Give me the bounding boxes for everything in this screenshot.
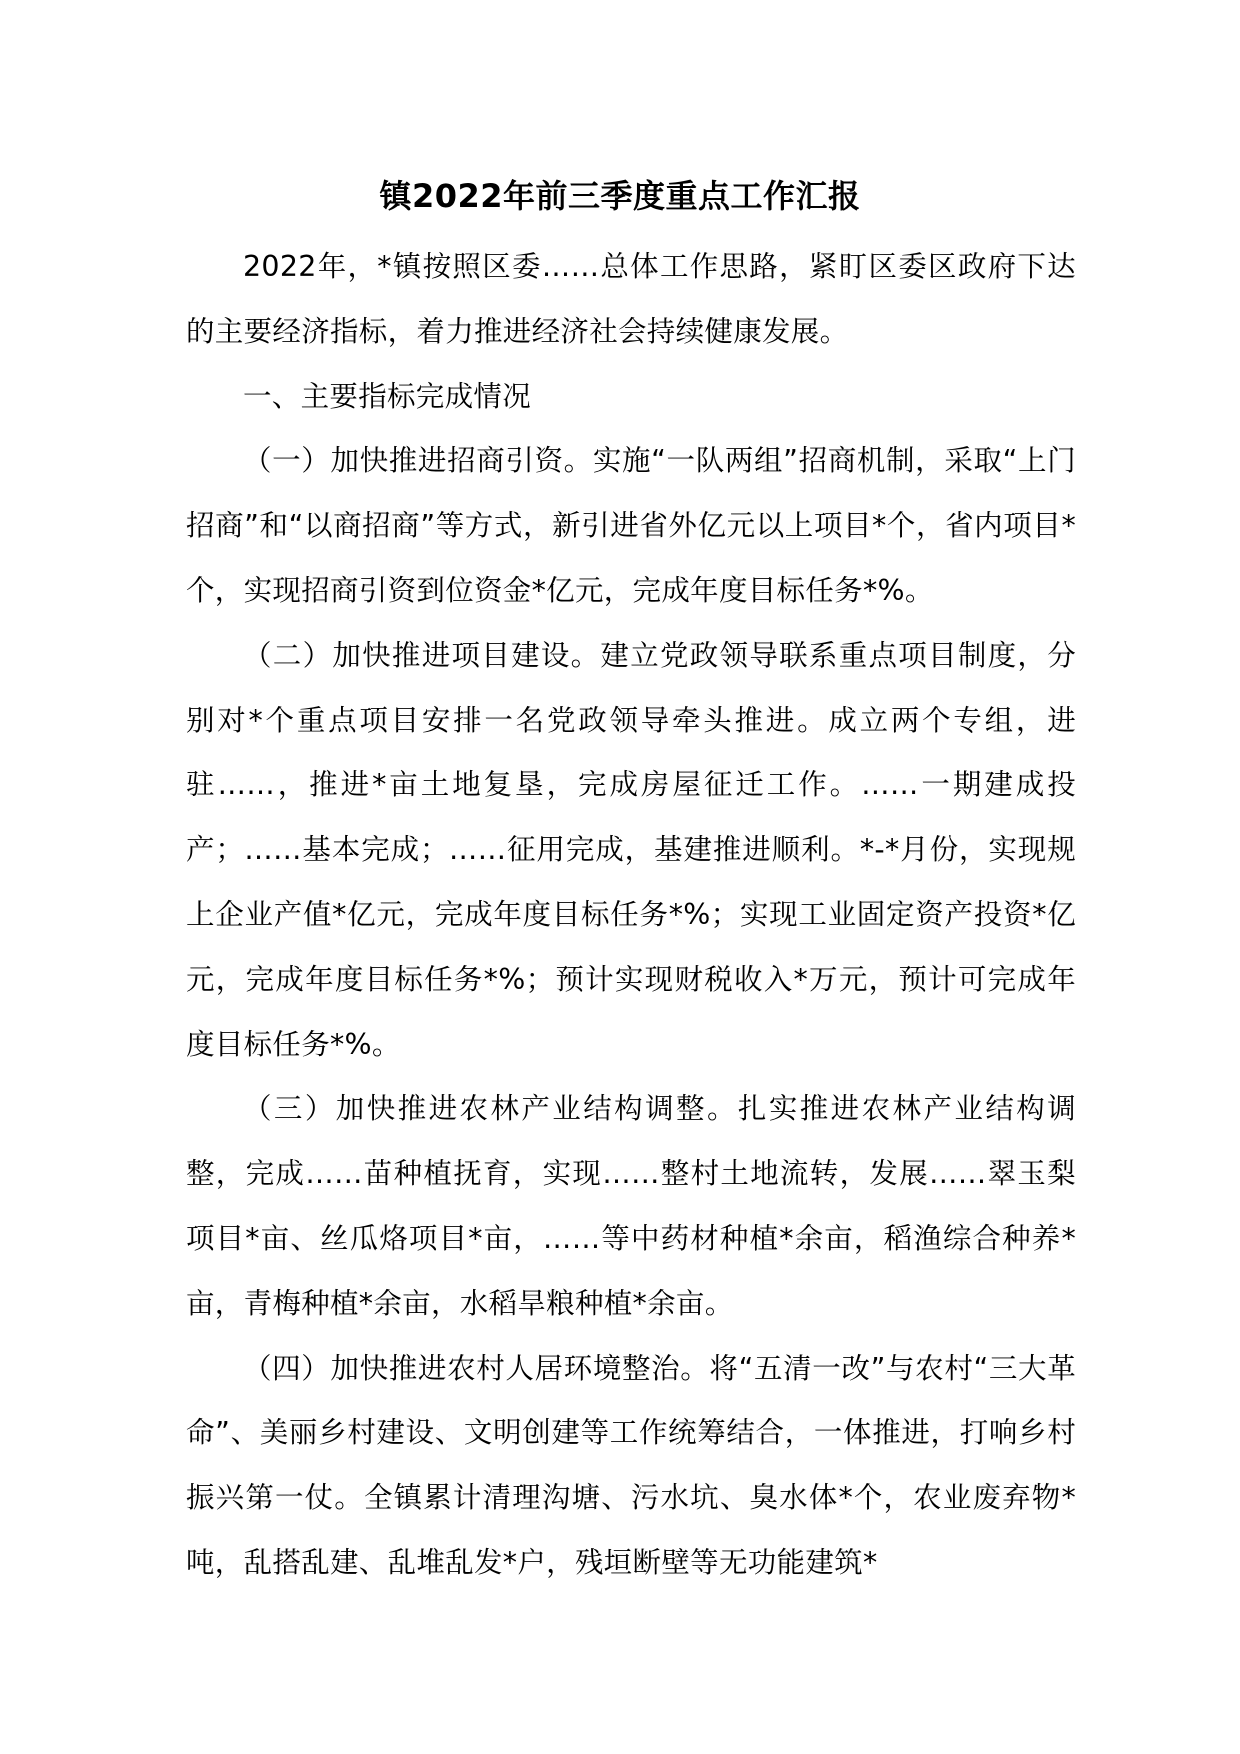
- document-body: [186, 235, 1076, 1596]
- paragraph-environment: （四）加快推进农村人居环境整治。将“五清一改”与农村“三大革命”、美丽乡村建设、文明创建等工作统筹结合，一体推进，打响乡村振兴第一仗。全镇累计清理沟塘、污水坑、臭水体*个，农业废弃物*吨，乱搭乱建、乱堆乱发*户，残垣断壁等无功能建筑*: [186, 1351, 1076, 1579]
- paragraph-projects: （二）加快推进项目建设。建立党政领导联系重点项目制度，分别对*个重点项目安排一名党政领导牵头推进。成立两个专组，进驻……，推进*亩土地复垦，完成房屋征迁工作。……一期建成投产；……基本完成；……征用完成，基建推进顺利。*-*月份，实现规上企业产值*亿元，完成年度目标任务*%；实现工业固定资产投资*亿元，完成年度目标任务*%；预计实现财税收入*万元，预计可完成年度目标任务*%。: [186, 638, 1076, 1061]
- section-heading: 一、主要指标完成情况: [243, 379, 532, 413]
- paragraph-investment: （一）加快推进招商引资。实施“一队两组”招商机制，采取“上门招商”和“以商招商”等方式，新引进省外亿元以上项目*个，省内项目*个，实现招商引资到位资金*亿元，完成年度目标任务*%。: [186, 444, 1076, 607]
- paragraph-intro: 2022年，*镇按照区委……总体工作思路，紧盯区委区政府下达的主要经济指标，着力推进经济社会持续健康发展。: [186, 250, 1076, 348]
- document-title: 镇2022年前三季度重点工作汇报: [379, 177, 861, 215]
- paragraph-agriculture: （三）加快推进农林产业结构调整。扎实推进农林产业结构调整，完成……苗种植抚育，实现……整村土地流转，发展……翠玉梨项目*亩、丝瓜烙项目*亩，……等中药材种植*余亩，稻渔综合种养*亩，青梅种植*余亩，水稻旱粮种植*余亩。: [186, 1092, 1076, 1320]
